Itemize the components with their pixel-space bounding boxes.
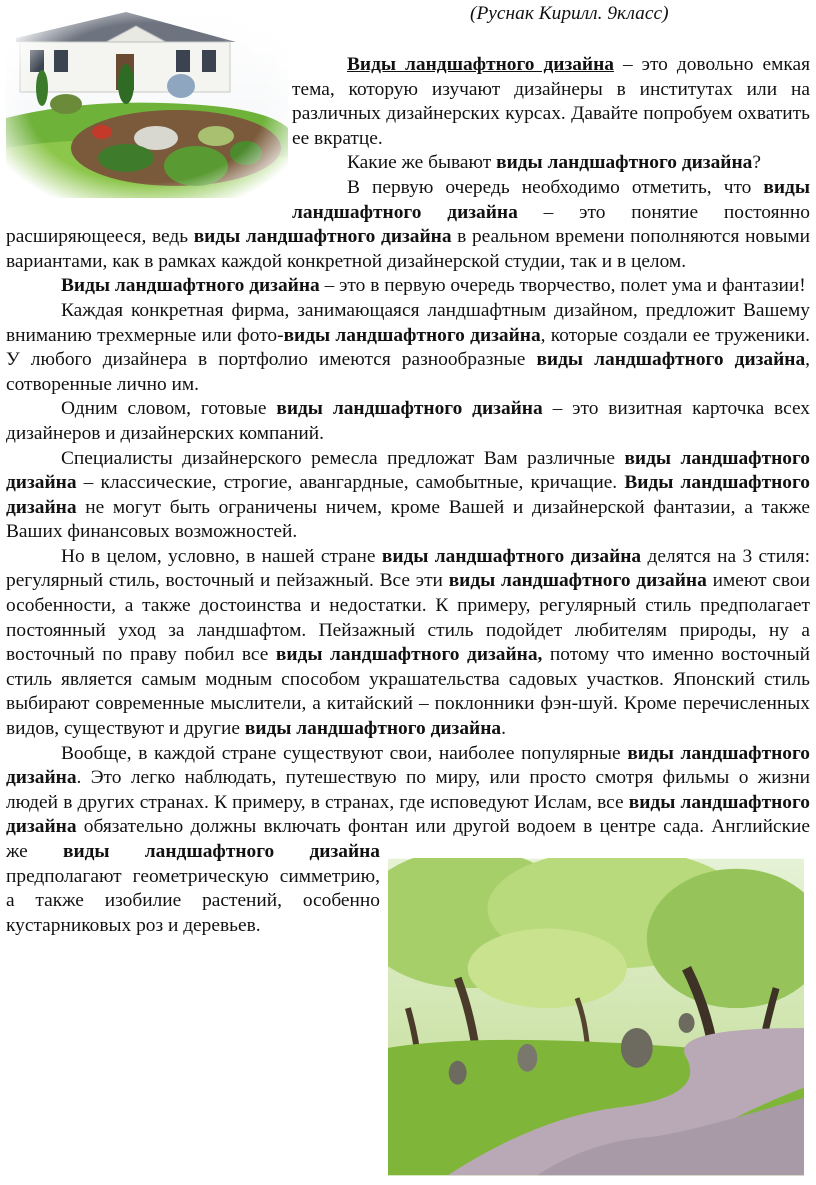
text-run: предполагают геометрическую симметрию, а также изобилие растений, особенно кустарниковых роз и деревьев.: [6, 865, 380, 936]
key-term: виды ландшафтного дизайна: [536, 349, 806, 371]
text-run: Специалисты дизайнерского ремесла предложат Вам различные: [61, 447, 625, 469]
text-run: имеют свои особенности, а также достоинства и недостатки. К примеру, регулярный стиль предполагает постоянный уход за ландшафтом. Пейзажный стиль подойдет любителям природы, ну а восточный по праву побил все: [6, 570, 810, 666]
key-term: виды ландшафтного дизайна: [448, 570, 707, 592]
text-run: – классические, строгие, авангардные, самобытные, кричащие.: [76, 472, 625, 494]
paragraph-7: [6, 447, 810, 545]
key-term: виды ландшафтного дизайна: [381, 545, 642, 567]
paragraph-4: [6, 274, 810, 299]
text-run: , которые создали ее труженики. У любого дизайнера в портфолио имеются разнообразные: [6, 324, 810, 371]
key-term: виды ландшафтного дизайна: [244, 718, 502, 740]
paragraph-6: [6, 397, 810, 446]
text-run: .: [501, 718, 506, 740]
key-term: виды ландшафтного дизайна: [6, 742, 810, 789]
text-run: Какие же бывают: [347, 152, 497, 174]
key-term: Виды ландшафтного дизайна: [6, 472, 810, 518]
bottom-image-space: [380, 849, 810, 1181]
key-term: виды ландшафтного дизайна: [6, 791, 810, 838]
paragraph-8: [6, 545, 810, 742]
text-run: Каждая конкретная фирма, занимающаяся ландшафтным дизайном, предложит Вашему вниманию трехмерные или фото-: [6, 299, 810, 346]
text-run: – это понятие постоянно расширяющееся, ведь: [6, 201, 810, 248]
text-run: Но в целом, условно, в нашей стране: [61, 545, 382, 567]
text-run: – это довольно емкая тема, которую изучают дизайнеры в институтах или на различных дизайнерских курсах. Давайте попробуем охватить ее вкратце.: [292, 54, 810, 149]
text-run: потому что именно восточный стиль является самым модным способом украшательства садовых участков. Японский стиль выбирают современные мыслители, а китайский – поклонники фэн-шуй. Кроме перечисленных видов, существуют и другие: [6, 644, 810, 740]
key-term: виды ландшафтного дизайна: [276, 398, 543, 420]
text-run: ?: [752, 152, 761, 174]
author-line: (Руснак Кирилл. 9класс): [470, 3, 669, 24]
key-term: виды ландшафтного дизайна: [62, 841, 380, 862]
text-run: делятся на 3 стиля: регулярный стиль, восточный и пейзажный. Все эти: [6, 545, 810, 592]
text-run: в реальном времени пополняются новыми вариантами, как в рамках каждой конкретной дизайнерской студии, так и в целом.: [6, 226, 810, 272]
key-term: виды ландшафтного дизайна: [6, 447, 810, 494]
text-run: . Это легко наблюдать, путешествую по миру, или просто смотря фильмы о жизни людей в других странах. К примеру, в странах, где исповедуют Ислам, все: [6, 767, 810, 813]
article-body: [6, 53, 810, 1181]
key-term: виды ландшафтного дизайна: [496, 152, 753, 174]
text-run: не могут быть ограничены ничем, кроме Вашей и дизайнерской фантазии, а также Ваших финансовых возможностей.: [6, 496, 810, 543]
key-term: виды ландшафтного дизайна: [283, 324, 541, 346]
text-run: , сотворенные лично им.: [6, 349, 810, 395]
text-run: В первую очередь необходимо отметить, что: [347, 176, 764, 198]
key-term: виды ландшафтного дизайна,: [275, 644, 543, 666]
text-run: обязательно должны включать фонтан или другой водоем в центре сада. Английские же: [6, 816, 810, 862]
text-run: Одним словом, готовые: [61, 398, 277, 420]
key-term: Виды ландшафтного дизайна: [61, 275, 320, 297]
text-run: – это визитная карточка всех дизайнеров и дизайнерских компаний.: [6, 398, 810, 444]
text-run: – это в первую очередь творчество, полет ума и фантазии!: [319, 275, 806, 297]
key-term: виды ландшафтного дизайна: [193, 226, 452, 248]
text-run: Вообще, в каждой стране существуют свои, наиболее популярные: [61, 742, 628, 764]
key-term: виды ландшафтного дизайна: [292, 176, 810, 223]
paragraph-5: [6, 299, 810, 397]
title-term: Виды ландшафтного дизайна: [347, 54, 614, 75]
top-image-space: [6, 53, 292, 213]
